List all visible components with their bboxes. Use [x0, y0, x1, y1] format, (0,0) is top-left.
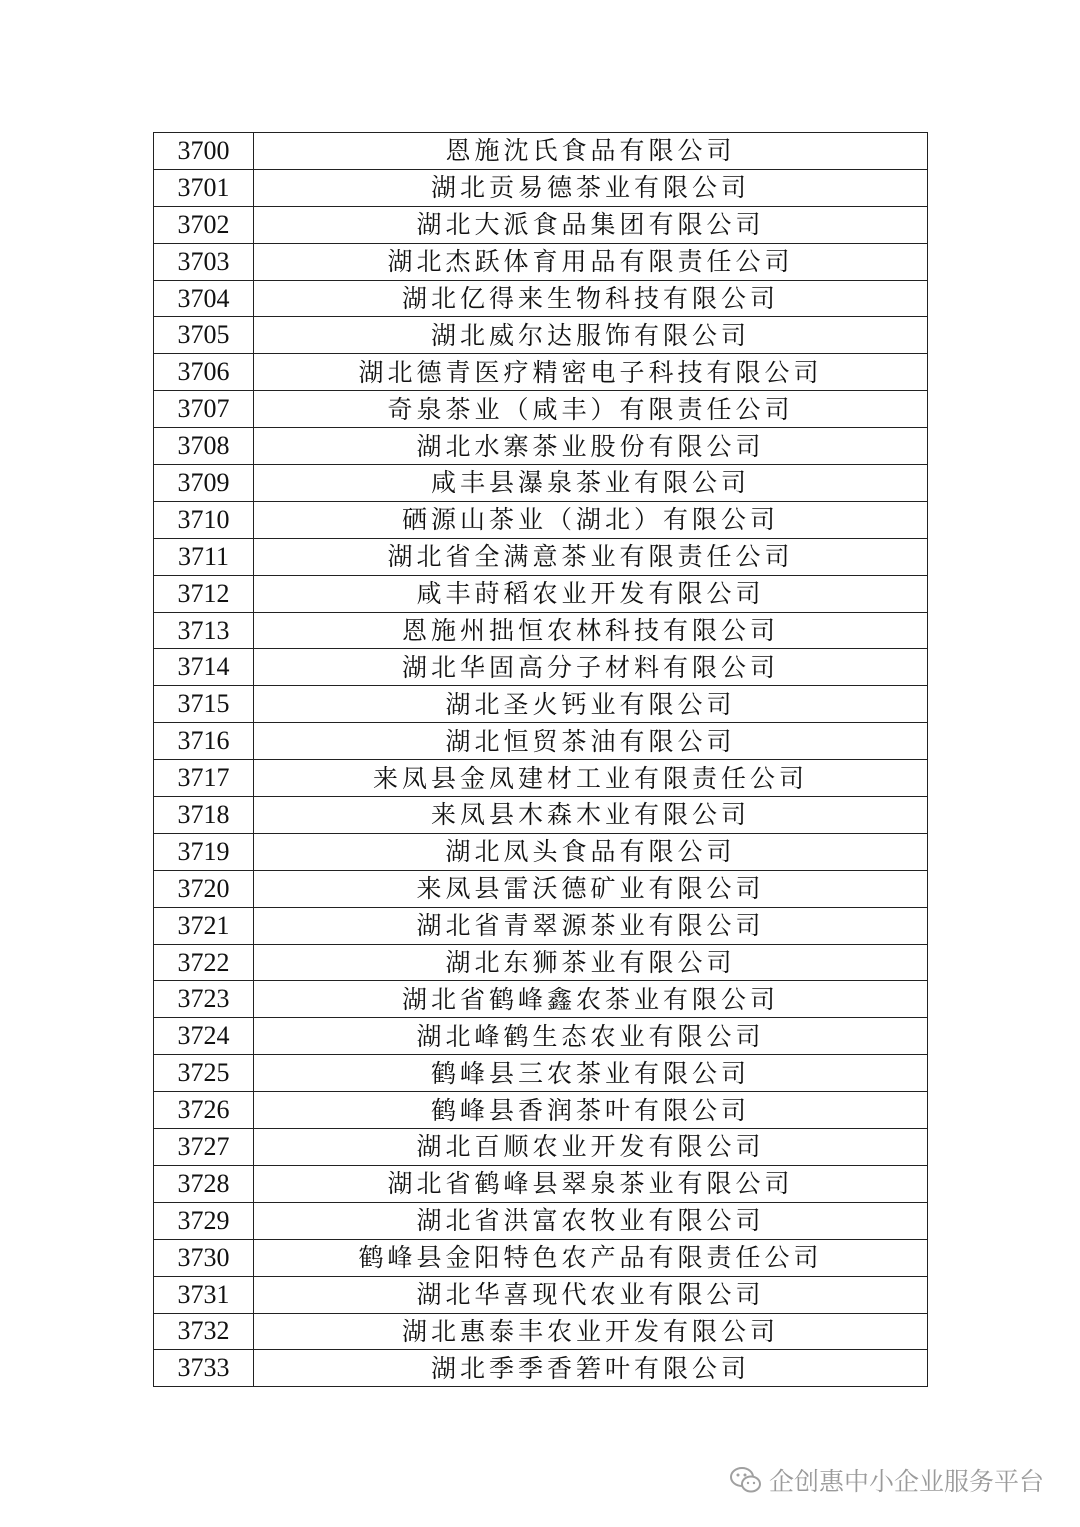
- table-row: [154, 280, 928, 317]
- table-row: [154, 538, 928, 575]
- row-number: 3708: [154, 428, 254, 465]
- company-name: 湖北威尔达服饰有限公司: [254, 317, 928, 354]
- table-row: [154, 575, 928, 612]
- company-name: 湖北贡易德茶业有限公司: [254, 169, 928, 206]
- company-name: 湖北亿得来生物科技有限公司: [254, 280, 928, 317]
- company-name: 硒源山茶业（湖北）有限公司: [254, 501, 928, 538]
- row-number: 3727: [154, 1129, 254, 1166]
- table-row: [154, 760, 928, 797]
- table-row: [154, 354, 928, 391]
- table-row: [154, 612, 928, 649]
- company-name: 湖北大派食品集团有限公司: [254, 206, 928, 243]
- row-number: 3707: [154, 391, 254, 428]
- company-name: 湖北惠泰丰农业开发有限公司: [254, 1313, 928, 1350]
- table-row: [154, 797, 928, 834]
- table-row: [154, 1018, 928, 1055]
- row-number: 3704: [154, 280, 254, 317]
- company-name: 湖北省青翠源茶业有限公司: [254, 907, 928, 944]
- company-name: 鹤峰县三农茶业有限公司: [254, 1055, 928, 1092]
- company-name: 鹤峰县香润茶叶有限公司: [254, 1092, 928, 1129]
- table-row: [154, 391, 928, 428]
- row-number: 3725: [154, 1055, 254, 1092]
- row-number: 3731: [154, 1276, 254, 1313]
- table-row: [154, 1092, 928, 1129]
- watermark-text: 企创惠中小企业服务平台: [768, 1467, 1044, 1496]
- table-row: [154, 206, 928, 243]
- table-row: [154, 723, 928, 760]
- company-name: 恩施沈氏食品有限公司: [254, 133, 928, 170]
- row-number: 3701: [154, 169, 254, 206]
- table-row: [154, 501, 928, 538]
- table-row: [154, 833, 928, 870]
- row-number: 3720: [154, 870, 254, 907]
- row-number: 3718: [154, 797, 254, 834]
- table-row: [154, 465, 928, 502]
- company-name: 咸丰莳稻农业开发有限公司: [254, 575, 928, 612]
- table-row: [154, 243, 928, 280]
- row-number: 3729: [154, 1202, 254, 1239]
- table-row: [154, 133, 928, 170]
- company-name: 湖北圣火钙业有限公司: [254, 686, 928, 723]
- row-number: 3710: [154, 501, 254, 538]
- row-number: 3723: [154, 981, 254, 1018]
- row-number: 3728: [154, 1165, 254, 1202]
- company-name: 湖北东狮茶业有限公司: [254, 944, 928, 981]
- row-number: 3709: [154, 465, 254, 502]
- company-name: 鹤峰县金阳特色农产品有限责任公司: [254, 1239, 928, 1276]
- company-name: 湖北季季香箬叶有限公司: [254, 1350, 928, 1387]
- table-row: [154, 1202, 928, 1239]
- table-row: [154, 428, 928, 465]
- wechat-icon: [729, 1465, 763, 1495]
- table-row: [154, 649, 928, 686]
- watermark: [729, 1462, 1044, 1498]
- company-list-table: [153, 132, 928, 1387]
- row-number: 3713: [154, 612, 254, 649]
- row-number: 3724: [154, 1018, 254, 1055]
- table-row: [154, 1129, 928, 1166]
- company-name: 湖北杰跃体育用品有限责任公司: [254, 243, 928, 280]
- row-number: 3716: [154, 723, 254, 760]
- company-name: 恩施州拙恒农林科技有限公司: [254, 612, 928, 649]
- company-name: 来凤县金凤建材工业有限责任公司: [254, 760, 928, 797]
- company-name: 湖北省鹤峰县翠泉茶业有限公司: [254, 1165, 928, 1202]
- row-number: 3705: [154, 317, 254, 354]
- row-number: 3722: [154, 944, 254, 981]
- table-row: [154, 1165, 928, 1202]
- row-number: 3706: [154, 354, 254, 391]
- row-number: 3733: [154, 1350, 254, 1387]
- company-name: 来凤县雷沃德矿业有限公司: [254, 870, 928, 907]
- table-row: [154, 944, 928, 981]
- company-name: 咸丰县瀑泉茶业有限公司: [254, 465, 928, 502]
- table-row: [154, 169, 928, 206]
- company-name: 湖北峰鹤生态农业有限公司: [254, 1018, 928, 1055]
- table-row: [154, 1239, 928, 1276]
- table-row: [154, 1055, 928, 1092]
- company-name: 湖北省鹤峰鑫农茶业有限公司: [254, 981, 928, 1018]
- company-name: 湖北华固高分子材料有限公司: [254, 649, 928, 686]
- table-row: [154, 317, 928, 354]
- company-name: 湖北百顺农业开发有限公司: [254, 1129, 928, 1166]
- row-number: 3715: [154, 686, 254, 723]
- row-number: 3703: [154, 243, 254, 280]
- row-number: 3717: [154, 760, 254, 797]
- company-name: 湖北省全满意茶业有限责任公司: [254, 538, 928, 575]
- company-name: 奇泉茶业（咸丰）有限责任公司: [254, 391, 928, 428]
- table-row: [154, 870, 928, 907]
- row-number: 3712: [154, 575, 254, 612]
- row-number: 3702: [154, 206, 254, 243]
- row-number: 3730: [154, 1239, 254, 1276]
- company-name: 湖北德青医疗精密电子科技有限公司: [254, 354, 928, 391]
- company-name: 来凤县木森木业有限公司: [254, 797, 928, 834]
- table-row: [154, 1313, 928, 1350]
- row-number: 3700: [154, 133, 254, 170]
- company-name: 湖北省洪富农牧业有限公司: [254, 1202, 928, 1239]
- row-number: 3711: [154, 538, 254, 575]
- row-number: 3732: [154, 1313, 254, 1350]
- company-name: 湖北华喜现代农业有限公司: [254, 1276, 928, 1313]
- table-row: [154, 1276, 928, 1313]
- company-name: 湖北凤头食品有限公司: [254, 833, 928, 870]
- row-number: 3719: [154, 833, 254, 870]
- row-number: 3714: [154, 649, 254, 686]
- table-row: [154, 907, 928, 944]
- row-number: 3726: [154, 1092, 254, 1129]
- table-row: [154, 981, 928, 1018]
- row-number: 3721: [154, 907, 254, 944]
- table-row: [154, 1350, 928, 1387]
- company-list-body: [154, 133, 928, 1387]
- company-name: 湖北水寨茶业股份有限公司: [254, 428, 928, 465]
- table-row: [154, 686, 928, 723]
- company-name: 湖北恒贸茶油有限公司: [254, 723, 928, 760]
